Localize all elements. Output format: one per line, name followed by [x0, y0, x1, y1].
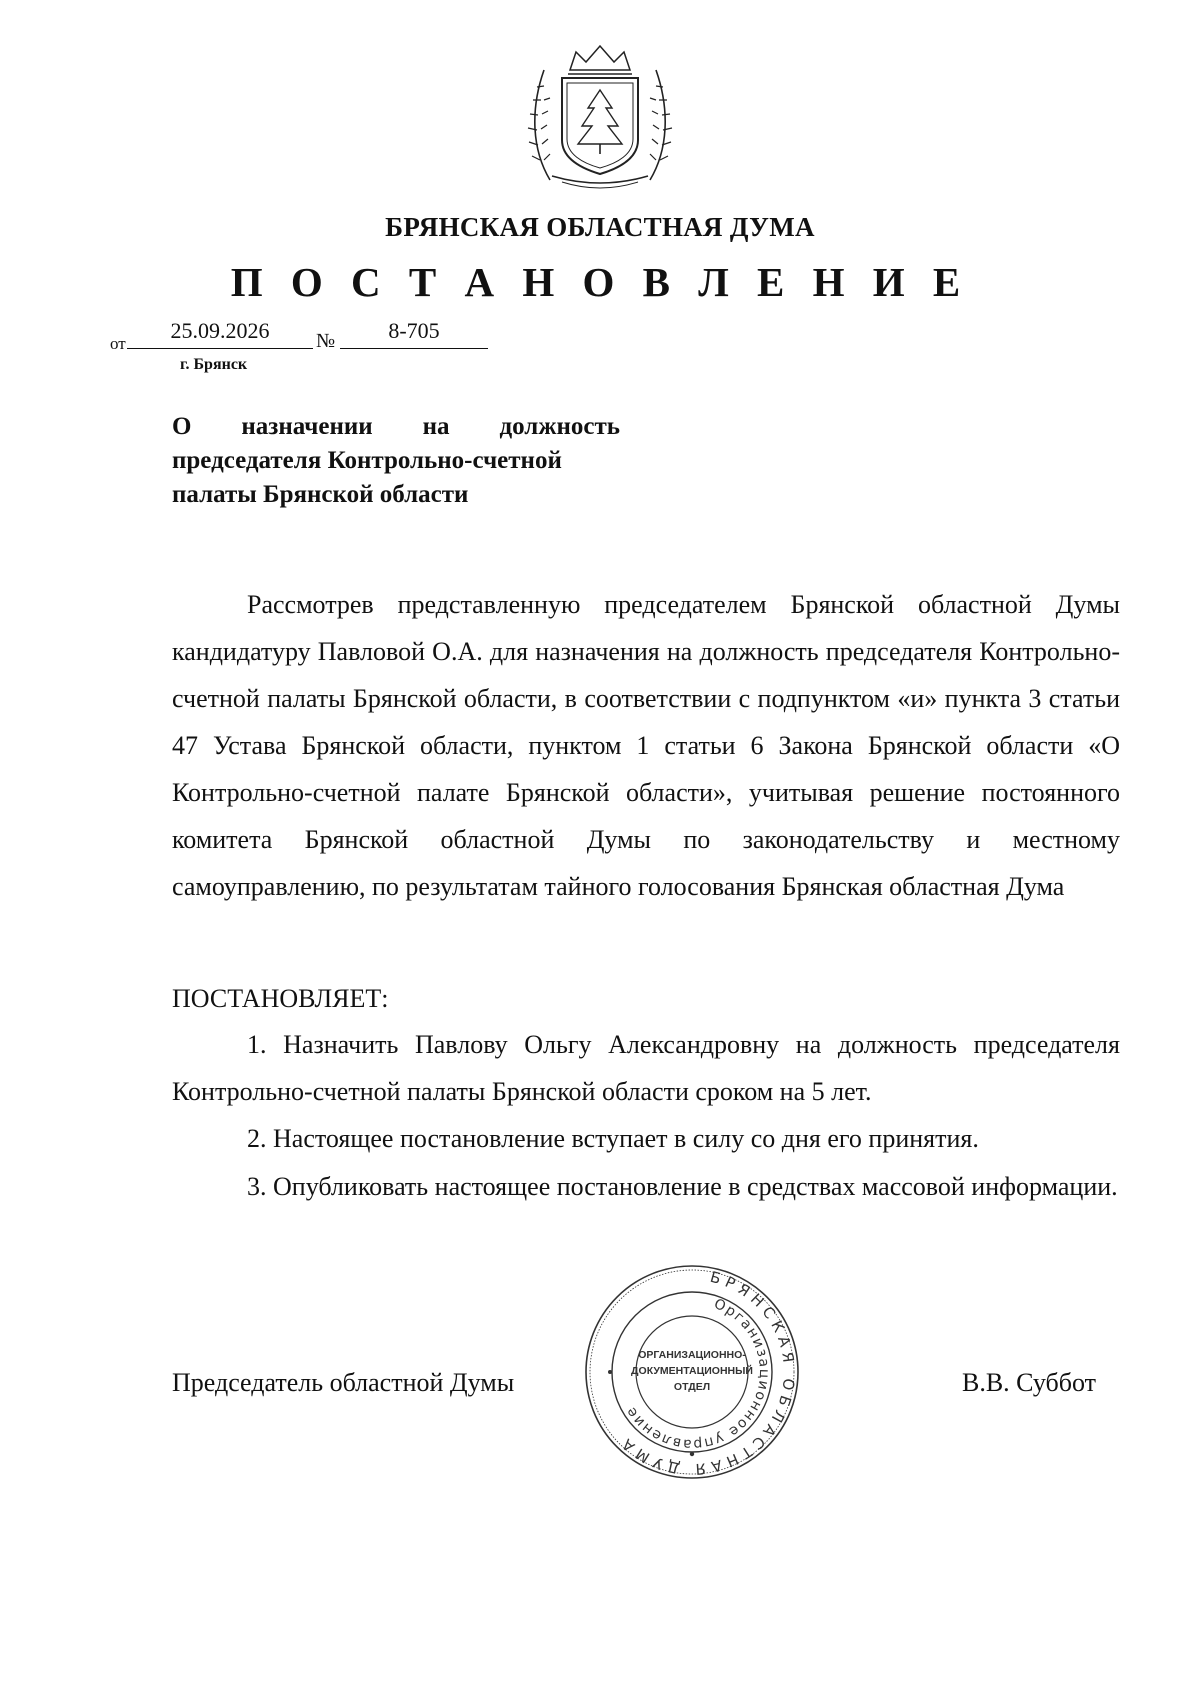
- coat-of-arms-icon: [522, 40, 678, 190]
- document-subject: [172, 410, 620, 512]
- resolves-heading: ПОСТАНОВЛЯЕТ:: [172, 984, 389, 1013]
- signatory-name: В.В. Суббот: [962, 1368, 1097, 1397]
- number-field: [340, 318, 488, 349]
- subject-word: О: [172, 413, 192, 440]
- preamble-paragraph: Рассмотрев представленную председателем Брянской областной Думы кандидатуру Павловой О.А. для назначения на должность председателя Контрольно-счетной палаты Брянской области, в соответствии с подпунктом «и» пункта 3 статьи 47 Устава Брянской области, пунктом 1 статьи 6 Закона Брянской области «О Контрольно-счетной палате Брянской области», учитывая решение постоянного комитета Брянской областной Думы по законодательству и местному самоуправлению, по результатам тайного голосования Брянская областная Дума: [172, 590, 1120, 901]
- subject-line-3: палаты Брянской области: [172, 481, 469, 508]
- resolution-item-3: 3. Опубликовать настоящее постановление в средствах массовой информации.: [247, 1172, 1118, 1201]
- stamp-center-line-2: ДОКУМЕНТАЦИОННЫЙ: [631, 1365, 753, 1377]
- subject-line-1: [172, 410, 620, 444]
- stamp-outer-text: БРЯНСКАЯ ОБЛАСТНАЯ ДУМА: [614, 1267, 799, 1479]
- resolution-item-1: 1. Назначить Павлову Ольгу Александровну на должность председателя Контрольно-счетной палаты Брянской области сроком на 5 лет.: [172, 1030, 1120, 1106]
- resolution-item-2: 2. Настоящее постановление вступает в силу со дня его принятия.: [247, 1124, 979, 1153]
- signatory-role: Председатель областной Думы: [172, 1368, 515, 1397]
- stamp-center-line-1: ОРГАНИЗАЦИОННО-: [638, 1349, 746, 1361]
- subject-word: назначении: [241, 413, 373, 440]
- document-type-heading: П О С Т А Н О В Л Е Н И Е: [230, 259, 970, 305]
- document-date: 25.09.2026: [170, 318, 270, 343]
- stamp-inner-text: Организационное управление: [622, 1296, 773, 1453]
- subject-line-2: председателя Контрольно-счетной: [172, 447, 562, 474]
- organization-title: БРЯНСКАЯ ОБЛАСТНАЯ ДУМА: [385, 212, 815, 242]
- date-prefix-label: от: [110, 334, 126, 353]
- date-field: [127, 318, 313, 349]
- document-number: 8-705: [388, 318, 440, 343]
- stamp-center-line-3: ОТДЕЛ: [673, 1381, 711, 1393]
- subject-word: должность: [499, 413, 620, 440]
- city-label: г. Брянск: [180, 356, 248, 373]
- subject-word: на: [422, 413, 450, 440]
- official-stamp: [582, 1262, 802, 1482]
- number-prefix-label: №: [316, 330, 336, 352]
